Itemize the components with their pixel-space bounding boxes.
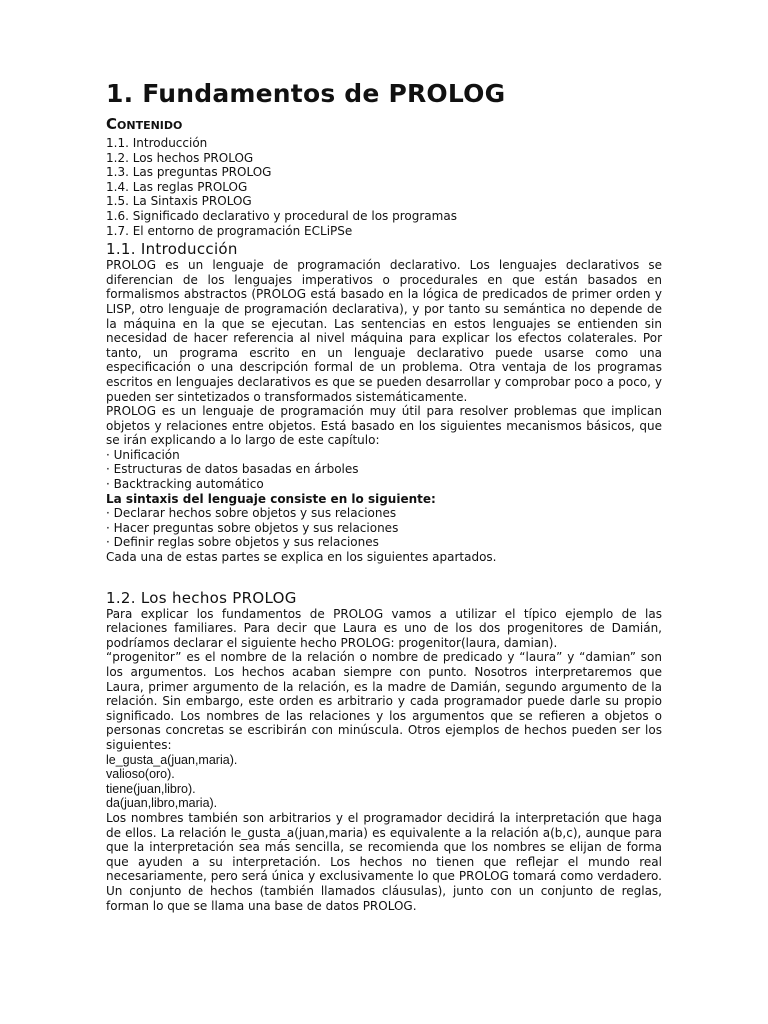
section-heading-hechos: 1.2. Los hechos PROLOG [106,588,297,607]
code-example: le_gusta_a(juan,maria). [106,752,238,767]
toc-item: 1.2. Los hechos PROLOG [106,150,254,165]
paragraph: Para explicar los fundamentos de PROLOG vamos a utilizar el típico ejemplo de las relaciones familiares. Para decir que Laura es uno de los dos progenitores de Damián, podríamos declarar el siguiente hecho PROLOG: progenitor(laura, damian). [106,606,662,650]
toc-item: 1.5. La Sintaxis PROLOG [106,194,252,209]
examples-list [106,753,662,811]
toc-item: 1.3. Las preguntas PROLOG [106,165,272,180]
toc-item: 1.1. Introducción [106,136,208,150]
toc-item: 1.6. Significado declarativo y procedural de los programas [106,208,457,223]
list-item: · Declarar hechos sobre objetos y sus relaciones [106,506,397,521]
list-item: · Unificación [106,447,180,462]
paragraph: PROLOG es un lenguaje de programación muy útil para resolver problemas que implican objetos y relaciones entre objetos. Está basado en los siguientes mecanismos básicos, que se irán explicando a lo largo de este capítulo: [106,404,662,448]
mechanisms-list [106,448,662,492]
paragraph: Los nombres también son arbitrarios y el programador decidirá la interpretación que haga de ellos. La relación le_gusta_a(juan,maria) es equivalente a la relación a(b,c), aunque para que la interpretación sea más sencilla, se recomienda que los nombres se elijan de forma que ayuden a su interpretación. Los hechos no tienen que reflejar el mundo real necesariamente, pero será única y exclusivamente lo que PROLOG tomará como verdadero. Un conjunto de hechos (también llamados cláusulas), junto con un conjunto de reglas, forman lo que se llama una base de datos PROLOG. [106,810,662,913]
toc-item: 1.7. El entorno de programación ECLiPSe [106,223,353,238]
document-page [106,78,662,913]
list-item: · Estructuras de datos basadas en árboles [106,462,359,477]
list-item: · Backtracking automático [106,477,264,492]
table-of-contents [106,136,662,238]
document-title: 1. Fundamentos de PROLOG [106,79,506,108]
toc-item: 1.4. Las reglas PROLOG [106,179,248,194]
syntax-heading: La sintaxis del lenguaje consiste en lo siguiente: [106,491,436,506]
contents-heading: Contenido [106,115,183,133]
code-example: valioso(oro). [106,767,175,782]
paragraph: “progenitor” es el nombre de la relación o nombre de predicado y “laura” y “damian” son los argumentos. Los hechos acaban siempre con punto. Nosotros interpretaremos que Laura, primer argumento de la relación, es la madre de Damián, segundo argumento de la relación. Sin embargo, este orden es arbitrario y cada programador puede darle su propio significado. Los nombres de las relaciones y los argumentos que se refieren a objetos o personas concretas se escribirán con minúscula. Otros ejemplos de hechos pueden ser los siguientes: [106,650,662,752]
paragraph: Cada una de estas partes se explica en los siguientes apartados. [106,550,497,565]
syntax-list [106,506,662,550]
section-heading-introduccion: 1.1. Introducción [106,240,238,259]
list-item: · Definir reglas sobre objetos y sus relaciones [106,535,379,550]
code-example: da(juan,libro,maria). [106,796,218,811]
code-example: tiene(juan,libro). [106,781,196,796]
paragraph: PROLOG es un lenguaje de programación declarativo. Los lenguajes declarativos se diferencian de los lenguajes imperativos o procedurales en que están basados en formalismos abstractos (PROLOG está basado en la lógica de predicados de primer orden y LISP, otro lenguaje de programación declarativa), y por tanto su semántica no depende de la máquina en la que se ejecutan. Las sentencias en estos lenguajes se entienden sin necesidad de hacer referencia al nivel máquina para explicar los efectos colaterales. Por tanto, un programa escrito en un lenguaje declarativo puede usarse como una especificación o una descripción formal de un problema. Otra ventaja de los programas escritos en lenguajes declarativos es que se pueden desarrollar y comprobar poco a poco, y pueden ser sintetizados o transformados sistemáticamente. [106,258,662,404]
list-item: · Hacer preguntas sobre objetos y sus relaciones [106,520,399,535]
